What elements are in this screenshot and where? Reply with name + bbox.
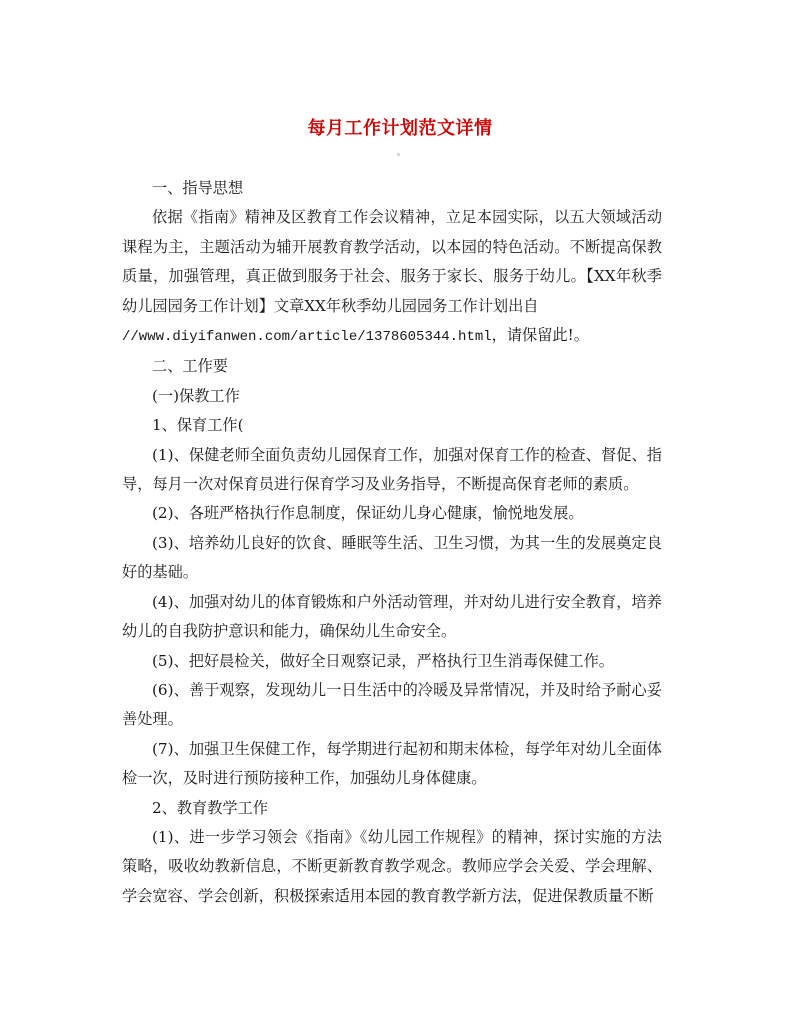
- list-item: (6)、善于观察，发现幼儿一日生活中的冷暖及异常情况，并及时给予耐心妥善处理。: [122, 680, 662, 729]
- heading-teaching-work: 2、教育教学工作: [152, 798, 268, 817]
- document-body: [122, 174, 662, 911]
- document-title: 每月工作计划范文详情: [307, 118, 493, 139]
- heading-guiding-thought: 一、指导思想: [152, 179, 244, 197]
- paragraph-intro: 依据《指南》精神及区教育工作会议精神，立足本园实际，以五大领域活动课程为主，主题活动为辅开展教育教学活动，以本园的特色活动。不断提高保教质量，加强管理，真正做到服务于社会、服务于家长、服务于幼儿。【XX年秋季幼儿园园务工作计划】文章XX年秋季幼儿园园务工作计划出自: [122, 208, 662, 315]
- decorative-dot: [397, 153, 400, 156]
- source-url-suffix: ，请保留此!。: [491, 326, 589, 345]
- paragraph-source-link: [122, 321, 662, 352]
- heading-work-requirements: 二、工作要: [152, 357, 228, 376]
- list-item: (1)、进一步学习领会《指南》《幼儿园工作规程》的精神，探讨实施的方法策略，吸收幼教新信息，不断更新教育教学观念。教师应学会关爱、学会理解、学会宽容、学会创新，积极探索适用本园的教育教学新方法，促进保教质量不断: [122, 827, 662, 905]
- list-item: (2)、各班严格执行作息制度，保证幼儿身心健康，愉悦地发展。: [152, 504, 584, 523]
- heading-care-work: 1、保育工作(: [152, 416, 244, 435]
- list-item: (1)、保健老师全面负责幼儿园保育工作，加强对保育工作的检查、督促、指导，每月一次对保育员进行保育学习及业务指导，不断提高保育老师的素质。: [122, 445, 662, 494]
- list-item: (7)、加强卫生保健工作，每学期进行起初和期末体检，每学年对幼儿全面体检一次，及时进行预防接种工作，加强幼儿身体健康。: [122, 739, 662, 788]
- heading-care-education: (一)保教工作: [152, 386, 240, 405]
- list-item: (4)、加强对幼儿的体育锻炼和户外活动管理，并对幼儿进行安全教育，培养幼儿的自我防护意识和能力，确保幼儿生命安全。: [122, 592, 662, 641]
- list-item: (5)、把好晨检关，做好全日观察记录，严格执行卫生消毒保健工作。: [152, 651, 614, 670]
- list-item: (3)、培养幼儿良好的饮食、睡眠等生活、卫生习惯，为其一生的发展奠定良好的基础。: [122, 533, 662, 582]
- source-url[interactable]: //www.diyifanwen.com/article/1378605344.html: [122, 329, 492, 346]
